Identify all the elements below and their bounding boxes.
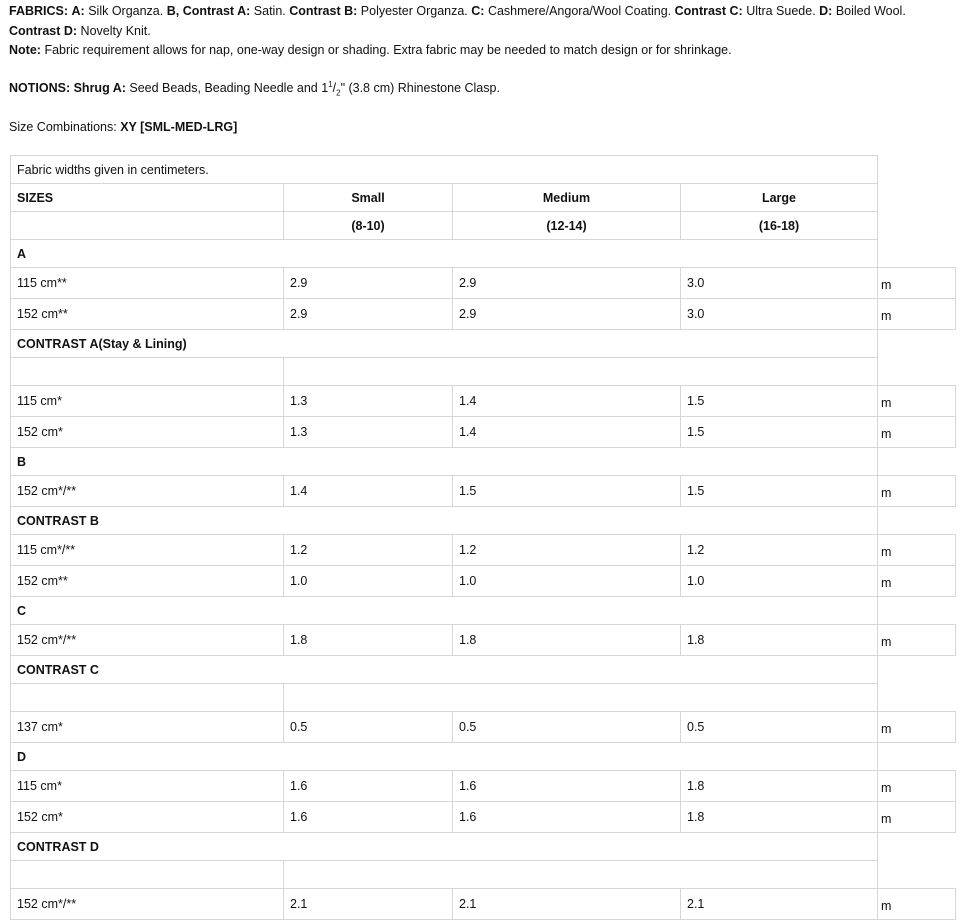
large-value-cell: 1.8: [681, 802, 878, 833]
fabric-width-cell: 115 cm*: [11, 386, 284, 417]
size-large-header: Large: [681, 184, 878, 212]
fabric-cd-label: Contrast D:: [9, 24, 78, 38]
notions-label: NOTIONS:: [9, 81, 71, 95]
large-value-cell: 1.5: [681, 386, 878, 417]
unit-cell: m: [878, 268, 956, 299]
small-value-cell: 2.1: [284, 889, 453, 920]
fabric-cb-text: Polyester Organza.: [360, 4, 468, 18]
fabric-cd-text: Novelty Knit.: [80, 24, 151, 38]
small-value-cell: 1.8: [284, 625, 453, 656]
medium-value-cell: 1.4: [453, 417, 681, 448]
fabric-width-cell: 152 cm*/**: [11, 476, 284, 507]
large-value-cell: 1.2: [681, 535, 878, 566]
table-row: [11, 771, 956, 802]
section-title: CONTRAST A(Stay & Lining): [11, 330, 878, 358]
large-value-cell: 1.5: [681, 417, 878, 448]
table-row: [11, 889, 956, 920]
section-spacer-row: [11, 358, 956, 386]
unit-cell: m: [878, 417, 956, 448]
unit-cell: m: [878, 299, 956, 330]
fabric-width-cell: 152 cm*: [11, 417, 284, 448]
sizes-header-row: [11, 184, 956, 212]
section-title: A: [11, 240, 878, 268]
section-title: CONTRAST D: [11, 833, 878, 861]
section-title: CONTRAST C: [11, 656, 878, 684]
fabric-d-text: Boiled Wool.: [835, 4, 906, 18]
note-text: Fabric requirement allows for nap, one-way design or shading. Extra fabric may be needed to match design or for shrinkage.: [44, 43, 732, 57]
medium-value-cell: 2.9: [453, 299, 681, 330]
caption-row: [11, 156, 956, 184]
fabrics-label: FABRICS:: [9, 4, 69, 18]
sizes-label: SIZES: [11, 184, 284, 212]
fabric-a-label: A:: [71, 4, 85, 18]
large-value-cell: 1.8: [681, 625, 878, 656]
section-row: [11, 656, 956, 684]
small-value-cell: 0.5: [284, 712, 453, 743]
section-row: [11, 240, 956, 268]
unit-cell: m: [878, 386, 956, 417]
fabrics-line-2: [9, 21, 151, 41]
notions-text: Seed Beads, Beading Needle and $1^1/_2$" (3.8 cm) Rhinestone Clasp.: [129, 79, 500, 98]
small-value-cell: 1.6: [284, 802, 453, 833]
size-range-row: [11, 212, 956, 240]
size-small-range: (8-10): [284, 212, 453, 240]
medium-value-cell: 1.6: [453, 771, 681, 802]
size-large-range: (16-18): [681, 212, 878, 240]
large-value-cell: 1.0: [681, 566, 878, 597]
note-label: Note:: [9, 43, 41, 57]
fabric-c-text: Cashmere/Angora/Wool Coating.: [487, 4, 672, 18]
fabric-cb-label: Contrast B:: [289, 4, 358, 18]
medium-value-cell: 1.5: [453, 476, 681, 507]
small-value-cell: 2.9: [284, 299, 453, 330]
table-row: [11, 476, 956, 507]
large-value-cell: 3.0: [681, 268, 878, 299]
notions-shrug-label: Shrug A:: [73, 81, 126, 95]
section-row: [11, 743, 956, 771]
fabric-width-cell: 152 cm*: [11, 802, 284, 833]
medium-value-cell: 2.9: [453, 268, 681, 299]
table-row: [11, 625, 956, 656]
fabric-cc-label: Contrast C:: [674, 4, 743, 18]
size-combinations-label: Size Combinations:: [9, 120, 117, 134]
fabric-b-label: B, Contrast A:: [166, 4, 251, 18]
section-row: [11, 330, 956, 358]
section-title: B: [11, 448, 878, 476]
fabric-width-cell: 115 cm**: [11, 268, 284, 299]
section-row: [11, 448, 956, 476]
small-value-cell: 1.6: [284, 771, 453, 802]
table-row: [11, 268, 956, 299]
table-row: [11, 802, 956, 833]
table-row: [11, 535, 956, 566]
small-value-cell: 1.0: [284, 566, 453, 597]
medium-value-cell: 1.0: [453, 566, 681, 597]
table-row: [11, 712, 956, 743]
fabric-width-cell: 152 cm**: [11, 566, 284, 597]
unit-cell: m: [878, 771, 956, 802]
small-value-cell: 1.3: [284, 386, 453, 417]
table-caption: Fabric widths given in centimeters.: [11, 156, 878, 184]
size-combinations-line: [9, 117, 237, 137]
unit-cell: m: [878, 889, 956, 920]
fabric-width-cell: 152 cm*/**: [11, 889, 284, 920]
fabric-width-cell: 152 cm*/**: [11, 625, 284, 656]
table-row: [11, 386, 956, 417]
medium-value-cell: 2.1: [453, 889, 681, 920]
unit-cell: m: [878, 535, 956, 566]
section-title: D: [11, 743, 878, 771]
fabric-width-cell: 115 cm*/**: [11, 535, 284, 566]
fabric-requirements-table: [10, 155, 956, 920]
large-value-cell: 1.5: [681, 476, 878, 507]
medium-value-cell: 1.8: [453, 625, 681, 656]
size-medium-range: (12-14): [453, 212, 681, 240]
table-body: [11, 156, 956, 920]
section-spacer-row: [11, 684, 956, 712]
section-title: C: [11, 597, 878, 625]
notions-line: [9, 78, 500, 98]
size-combinations-value: XY [SML-MED-LRG]: [120, 120, 238, 134]
medium-value-cell: 1.2: [453, 535, 681, 566]
medium-value-cell: 1.6: [453, 802, 681, 833]
size-medium-header: Medium: [453, 184, 681, 212]
fabric-a-text: Silk Organza.: [88, 4, 164, 18]
fabric-width-cell: 152 cm**: [11, 299, 284, 330]
section-spacer-row: [11, 861, 956, 889]
section-row: [11, 597, 956, 625]
large-value-cell: 0.5: [681, 712, 878, 743]
note-line: [9, 40, 732, 60]
medium-value-cell: 1.4: [453, 386, 681, 417]
fabric-width-cell: 115 cm*: [11, 771, 284, 802]
unit-cell: m: [878, 802, 956, 833]
small-value-cell: 1.3: [284, 417, 453, 448]
unit-cell: m: [878, 476, 956, 507]
table-row: [11, 299, 956, 330]
fabric-width-cell: 137 cm*: [11, 712, 284, 743]
table-row: [11, 417, 956, 448]
fabric-c-label: C:: [471, 4, 485, 18]
section-title: CONTRAST B: [11, 507, 878, 535]
large-value-cell: 3.0: [681, 299, 878, 330]
unit-cell: m: [878, 625, 956, 656]
medium-value-cell: 0.5: [453, 712, 681, 743]
unit-cell: m: [878, 712, 956, 743]
small-value-cell: 1.2: [284, 535, 453, 566]
unit-cell: m: [878, 566, 956, 597]
size-small-header: Small: [284, 184, 453, 212]
fabric-b-text: Satin.: [253, 4, 286, 18]
section-row: [11, 507, 956, 535]
large-value-cell: 2.1: [681, 889, 878, 920]
fabric-cc-text: Ultra Suede.: [746, 4, 816, 18]
section-row: [11, 833, 956, 861]
large-value-cell: 1.8: [681, 771, 878, 802]
table-row: [11, 566, 956, 597]
small-value-cell: 2.9: [284, 268, 453, 299]
fabrics-line: [9, 1, 906, 21]
small-value-cell: 1.4: [284, 476, 453, 507]
fabric-d-label: D:: [819, 4, 833, 18]
